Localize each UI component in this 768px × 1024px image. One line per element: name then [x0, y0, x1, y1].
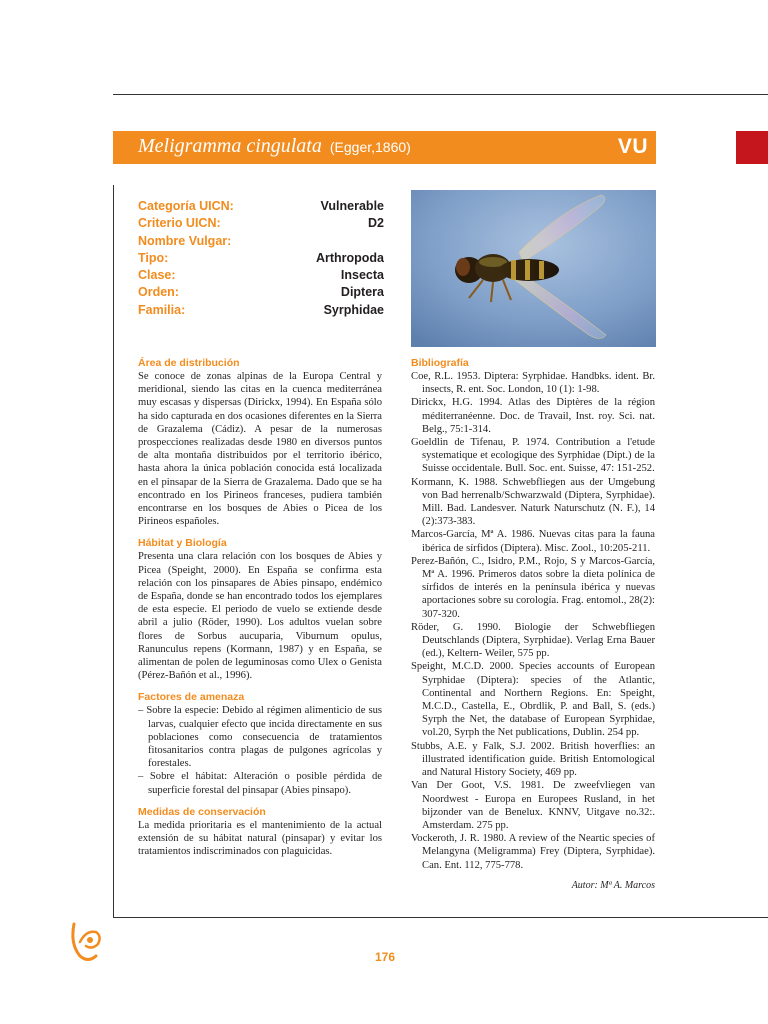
species-name: Meligramma cingulata: [138, 135, 322, 157]
taxonomy-facts: [138, 198, 384, 319]
fact-label: Tipo:: [138, 250, 169, 265]
left-rule: [113, 185, 114, 918]
threat-item: – Sobre el hábitat: Alteración o posible pérdida de superficie forestal del pinsapar (Abies pinsapo).: [138, 771, 382, 796]
author-signature: Autor: Mª A. Marcos: [571, 879, 655, 891]
category-code: VU: [617, 135, 648, 158]
fact-value: Diptera: [340, 285, 384, 300]
left-column: [138, 357, 382, 859]
reference-item: Marcos-García, Mª A. 1986. Nuevas citas para la fauna ibérica de sírfidos (Diptera). Misc. Zool., 10:205-211.: [411, 529, 655, 554]
reference-item: Röder, G. 1990. Biologie der Schwebfliegen Deutschlands (Diptera, Syrphidae). Verlag Erna Bauer (ed.), Keltern- Weiler, 575 pp.: [411, 621, 655, 660]
fact-row: [138, 215, 384, 232]
fact-value: Vulnerable: [320, 199, 384, 213]
fact-row: [138, 250, 384, 267]
fact-label: Clase:: [138, 268, 176, 283]
fact-row: [138, 284, 384, 301]
top-rule: [113, 94, 768, 95]
fact-row: [138, 198, 384, 215]
reference-item: Stubbs, A.E. y Falk, S.J. 2002. British hoverflies: an illustrated identification guide. British Entomological and Natural History Society, 469 pp.: [411, 740, 655, 779]
reference-item: Dirickx, H.G. 1994. Atlas des Diptères de la région méditerranéenne. Doc. de Travail, Inst. roy. Sci. nat. Belg., 75:1-314.: [411, 397, 655, 435]
fact-row: [138, 267, 384, 284]
fact-value: Syrphidae: [323, 302, 384, 317]
fact-label: Familia:: [138, 302, 186, 317]
fact-value: Insecta: [340, 268, 384, 283]
species-author: (Egger,1860): [329, 139, 411, 155]
threats-heading: Factores de amenaza: [138, 691, 245, 704]
title-text: [138, 135, 411, 158]
fact-label: Orden:: [138, 285, 179, 300]
bottom-rule: [113, 917, 768, 918]
fact-label: Categoría UICN:: [138, 199, 234, 213]
reference-item: Speight, M.C.D. 2000. Species accounts of European Syrphidae (Diptera): species of the Atlantic, Continental and Northern Regions. En: Speight, M.C.D., Castella, E., Obrdlik, P. and Ball, S. (eds.) Syrph the Net, the database of European Syrphidae, vol.20, Syrph the Net publications, Dublin. 254 pp.: [411, 661, 655, 739]
distribution-text: Se conoce de zonas alpinas de la Europa Central y meridional, siendo las citas en la cuenca mediterránea muy escasas y dispersas (Dirickx, 1994). En España sólo ha sido capturada en dos ocasiones diferentes en la Sierra de Grazalema (Cádiz). A pesar de la numerosas prospecciones realizadas desde 1980 en diversos puntos de alta montaña distribuidos por el territorio ibérico, hasta ahora la única población conocida está localizada en el pinsapar de la Sierra de Grazalema. Dado que se ha encontrado en los Pirineos franceses, pudiera también encontrarse en los bosques de Abies o Picea de los Pirineos españoles.: [138, 371, 382, 528]
reference-item: Kormann, K. 1988. Schwebfliegen aus der Umgebung von Bad herrenalb/Schwarzwald (Diptera, Syrphidae). Mill. Bad. Landesver. Naturk Naturschutz (N. F.), 14 (2):373-383.: [411, 476, 655, 528]
distribution-heading: Área de distribución: [138, 357, 240, 369]
habitat-heading: Hábitat y Biología: [138, 537, 227, 550]
fact-label: Nombre Vulgar:: [138, 233, 232, 248]
reference-item: Vockeroth, J. R. 1980. A review of the Neartic species of Melangyna (Meligramma) Frey (Diptera, Syrphidae). Can. Ent. 112, 775-778.: [411, 833, 655, 871]
title-bar: [113, 131, 656, 164]
fact-row: [138, 302, 384, 319]
fact-value: Arthropoda: [315, 250, 384, 265]
reference-item: Perez-Bañón, C., Isidro, P.M., Rojo, S y Marcos-García, Mª A. 1996. Primeros datos sobre la dieta polínica de sírfidos de interés en la península ibérica y nuevas aportaciones sobre su corología. Frag. entomol., 28(2): 307-320.: [411, 555, 655, 620]
reference-item: Van Der Goot, V.S. 1981. De zweefvliegen van Noordwest - Europa en Europees Rusland, in het bijzonder van de Benelux. KNNV, Uitgave no.32:. Amsterdam. 275 pp.: [411, 780, 655, 831]
right-column: [411, 357, 655, 892]
reference-item: Goeldlin de Tifenau, P. 1974. Contribution a l'etude systematique et ecologique des Syrphidae (Dipt.) de la Suisse occidentale. Bull. Soc. ent. Suisse, 47: 151-252.: [411, 437, 655, 475]
fact-row: [138, 233, 384, 250]
page-number: 176: [374, 950, 396, 964]
fact-value: D2: [368, 216, 384, 231]
reference-item: Coe, R.L. 1953. Diptera: Syrphidae. Handbks. ident. Br. insects, R. ent. Soc. London, 10 (1): 1-98.: [411, 371, 655, 396]
hoverfly-photo: [411, 190, 656, 347]
conservation-text: La medida prioritaria es el mantenimiento de la actual extensión de su hábitat natural (pinsapar) y evitar los tratamientos indiscriminados con plaguicidas.: [138, 819, 382, 858]
publisher-logo-icon: [66, 918, 106, 964]
habitat-text: Presenta una clara relación con los bosques de Abies y Picea (Speight, 2000). En España se confirma esta relación con los pinsapares de Abies pinsapo, endémico de España, donde se han encontrado todos los ejemplares de esta especie. El periodo de vuelo se extiende desde abril a julio (Röder, 1990). Los adultos vuelan sobre flores de Sorbus aucuparia, Viburnum opulus, Ranunculus repens (Kormann, 1987) y en España, se alimentan de polen de leguminosas como Ulex o Genista (Pérez-Bañón et al., 1996).: [138, 551, 382, 682]
fact-label: Criterio UICN:: [138, 216, 221, 231]
threat-item: – Sobre la especie: Debido al régimen alimenticio de sus larvas, cualquier efecto que incida directamente en sus poblaciones como consecuencia de tratamientos fitosanitarios contra plagas de pulgones agrícolas y forestales.: [138, 705, 382, 770]
red-tab: [736, 131, 768, 164]
conservation-heading: Medidas de conservación: [138, 805, 266, 818]
bibliography-heading: Bibliografía: [411, 357, 469, 369]
